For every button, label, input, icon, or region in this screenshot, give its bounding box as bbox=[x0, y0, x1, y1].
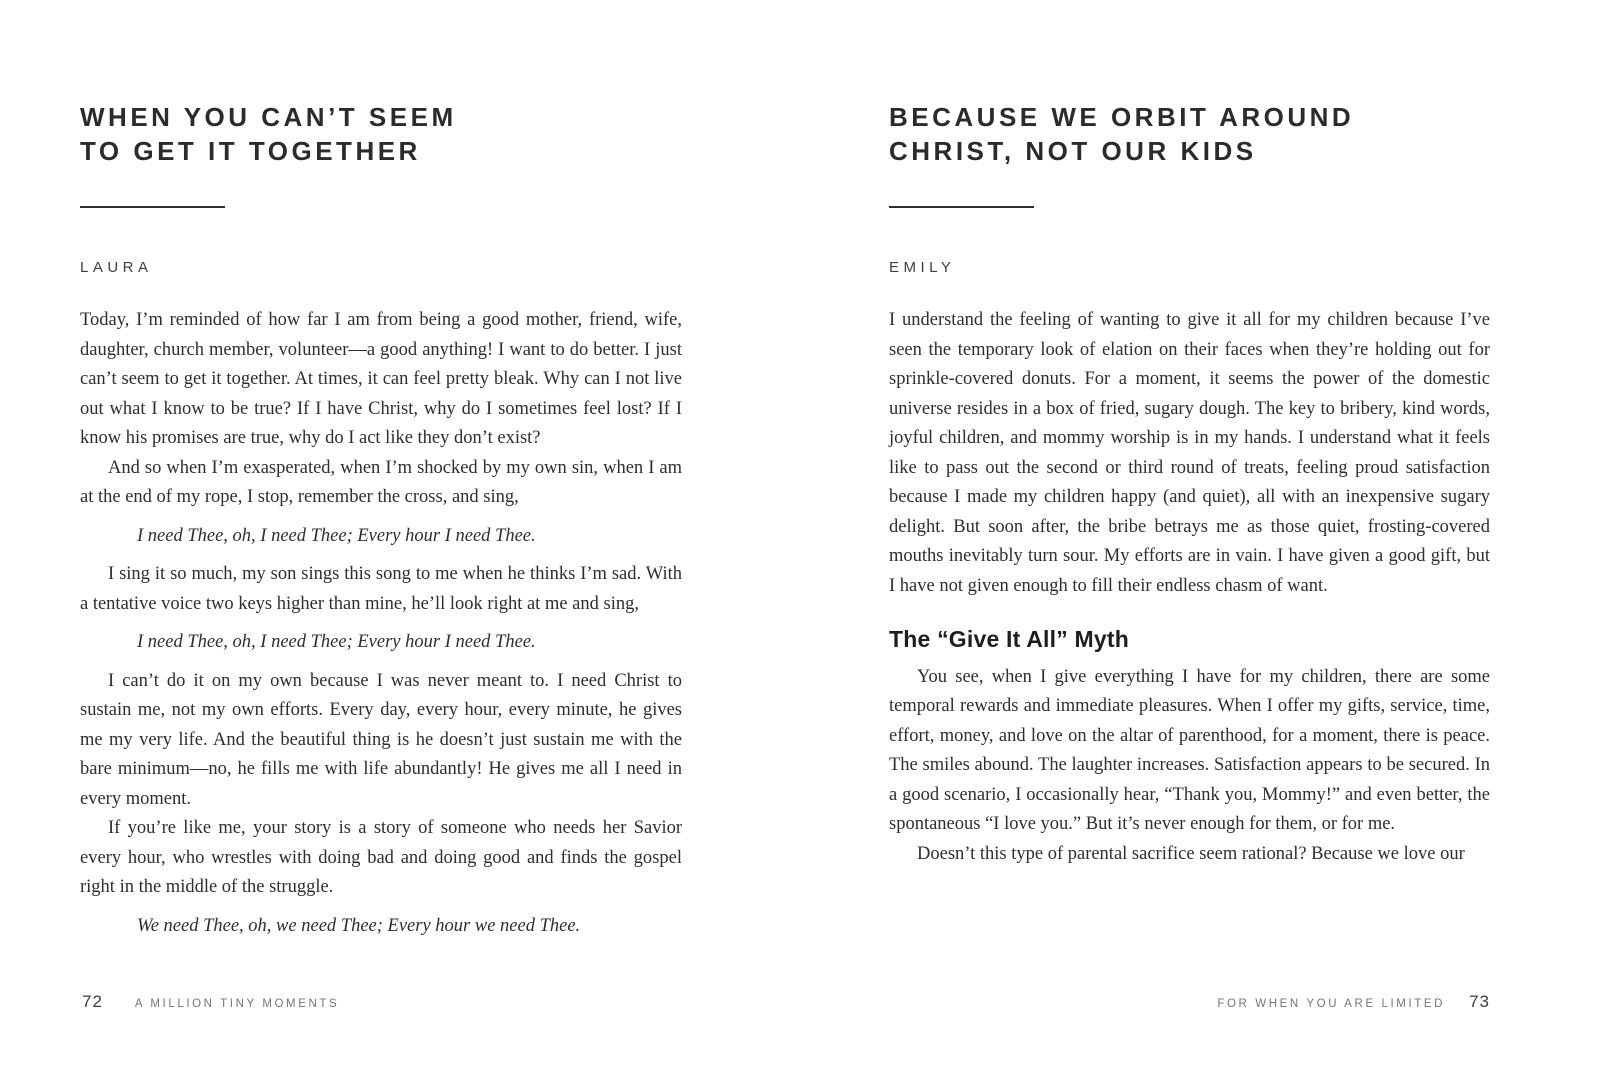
body-text-right bbox=[889, 306, 1490, 869]
paragraph: If you’re like me, your story is a story of someone who needs her Savior every hour, who wrestles with doing bad and doing good and finds the gospel right in the middle of the struggle. bbox=[80, 818, 682, 897]
hymn-quote: We need Thee, oh, we need Thee; Every hour we need Thee. bbox=[137, 915, 581, 936]
chapter-title-left bbox=[80, 100, 457, 168]
paragraph: And so when I’m exasperated, when I’m shocked by my own sin, when I am at the end of my rope, I stop, remember the cross, and sing, bbox=[80, 457, 682, 507]
chapter-title-right bbox=[889, 100, 1354, 168]
paragraph: I sing it so much, my son sings this song to me when he thinks I’m sad. With a tentative voice two keys higher than mine, he’ll look right at me and sing, bbox=[80, 564, 682, 614]
left-page bbox=[80, 0, 682, 1067]
chapter-title-rule bbox=[889, 206, 1034, 208]
page-footer-left bbox=[82, 992, 339, 1012]
paragraph: Today, I’m reminded of how far I am from being a good mother, friend, wife, daughter, church member, volunteer—a good anything! I want to do better. I just can’t seem to get it together. At times, it can feel pretty bleak. Why can I not live out what I know to be true? If I have Christ, why do I sometimes feel lost? If I know his promises are true, why do I act like they don’t exist? bbox=[80, 310, 682, 448]
author-label: LAURA bbox=[80, 259, 153, 276]
running-title: A MILLION TINY MOMENTS bbox=[134, 998, 340, 1010]
paragraph: You see, when I give everything I have for my children, there are some temporal rewards and immediate pleasures. When I offer my gifts, service, time, effort, money, and love on the altar of parenthood, for a moment, there is peace. The smiles abound. The laughter increases. Satisfaction appears to be secured. In a good scenario, I occasionally hear, “Thank you, Mommy!” and even better, the spontaneous “I love you.” But it’s never enough for them, or for me. bbox=[889, 666, 1490, 834]
paragraph: Doesn’t this type of parental sacrifice seem rational? Because we love our bbox=[917, 843, 1465, 864]
page-number: 73 bbox=[1469, 992, 1490, 1011]
paragraph: I understand the feeling of wanting to give it all for my children because I’ve seen the temporary look of elation on their faces when they’re holding out for sprinkle-covered donuts. For a moment, it seems the power of the domestic universe resides in a box of fried, sugary dough. The key to bribery, kind words, joyful children, and mommy worship is in my hands. I understand what it feels like to pass out the second or third round of treats, feeling proud satisfaction because I made my children happy (and quiet), all with an inexpensive sugary delight. But soon after, the bribe betrays me as those quiet, frosting-covered mouths inevitably turn sour. My efforts are in vain. I have given a good gift, but I have not given enough to fill their endless chasm of want. bbox=[889, 310, 1490, 596]
right-page bbox=[889, 0, 1490, 1067]
paragraph: I can’t do it on my own because I was never meant to. I need Christ to sustain me, not my own efforts. Every day, every hour, every minute, he gives me my very life. And the beautiful thing is he doesn’t just sustain me with the bare minimum—no, he fills me with life abundantly! He gives me all I need in every moment. bbox=[80, 670, 682, 809]
chapter-title-line: WHEN YOU CAN’T SEEM bbox=[80, 102, 457, 132]
running-title: FOR WHEN YOU ARE LIMITED bbox=[1217, 998, 1446, 1010]
page-footer-right bbox=[1217, 992, 1490, 1012]
chapter-title-line: TO GET IT TOGETHER bbox=[80, 136, 421, 166]
section-heading: The “Give It All” Myth bbox=[889, 626, 1129, 652]
page-number: 72 bbox=[82, 992, 103, 1011]
body-text-left bbox=[80, 306, 682, 950]
author-label: EMILY bbox=[889, 259, 956, 276]
hymn-quote: I need Thee, oh, I need Thee; Every hour I need Thee. bbox=[137, 632, 536, 652]
chapter-title-rule bbox=[80, 206, 225, 208]
chapter-title-line: CHRIST, NOT OUR KIDS bbox=[889, 136, 1257, 166]
chapter-title-line: BECAUSE WE ORBIT AROUND bbox=[889, 102, 1355, 132]
hymn-quote: I need Thee, oh, I need Thee; Every hour I need Thee. bbox=[137, 525, 536, 546]
